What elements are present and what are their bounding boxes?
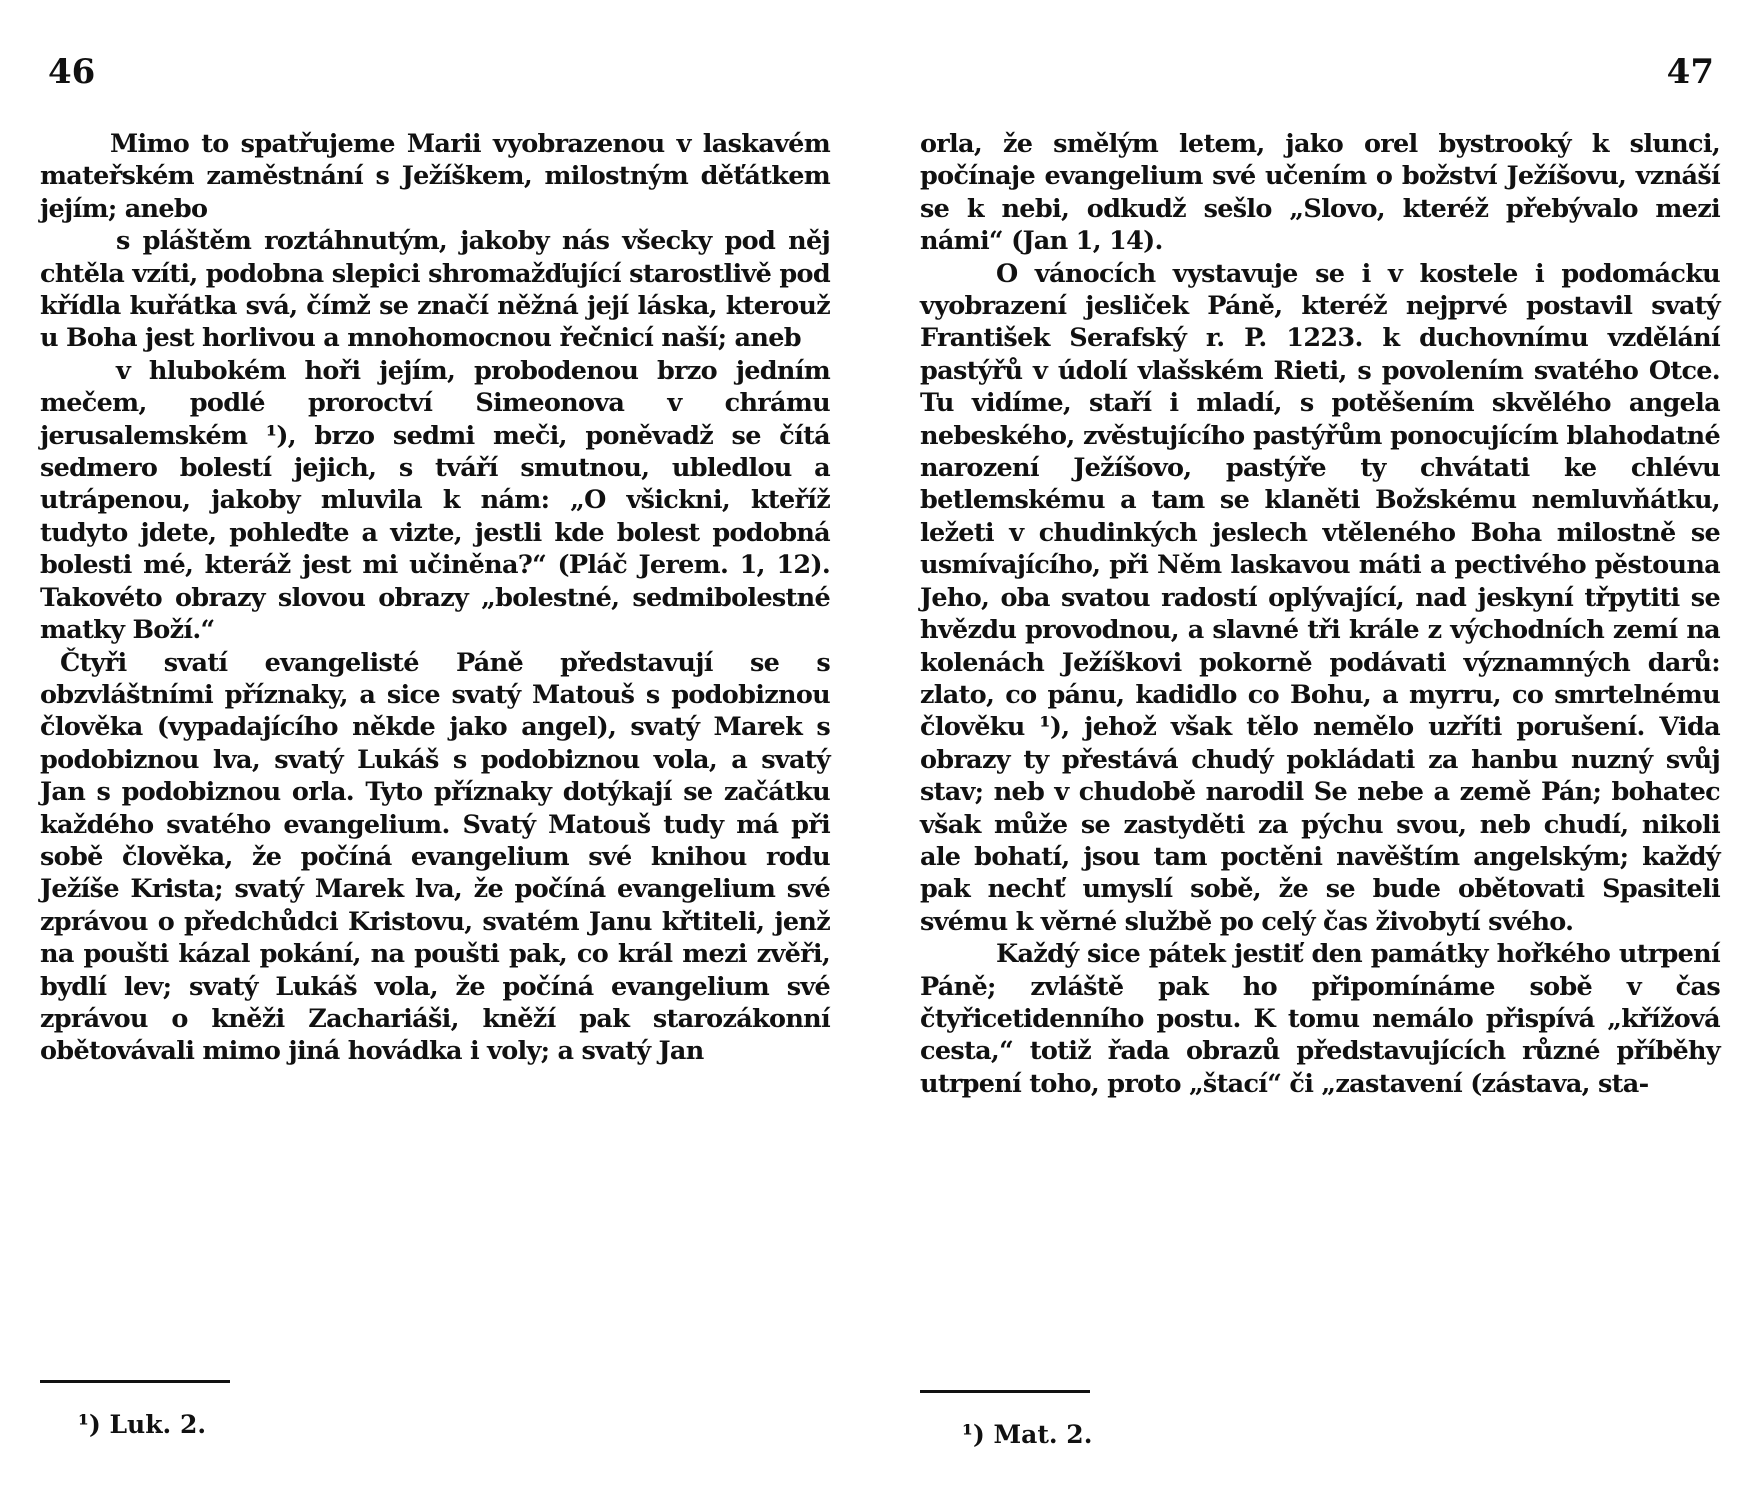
left-paragraph-1: Mimo to spatřujeme Marii vyobrazenou v laskavém mateřském zaměstnání s Ježíškem, milostným děťátkem jejím; anebo bbox=[40, 129, 830, 224]
page-number-right: 47 bbox=[1666, 52, 1714, 92]
left-paragraph-2: s pláštěm roztáhnutým, jakoby nás všecky pod něj chtěla vzíti, podobna slepici shromažďující starostlivě pod křídla kuřátka svá, čímž se značí něžná její láska, kterouž u Boha jest horlivou a mnohomocnou řečnicí naší; aneb bbox=[40, 226, 830, 354]
footnote-right: ¹) Mat. 2. bbox=[962, 1420, 1093, 1449]
right-page-text bbox=[920, 128, 1720, 1100]
left-paragraph-3: v hlubokém hoři jejím, probodenou brzo jedním mečem, podlé proroctví Simeonova v chrámu jerusalemském ¹), brzo sedmi meči, poněvadž se čítá sedmero bolestí jejich, s tváří smutnou, ubledlou a utrápenou, jakoby mluvila k nám: „O všickni, kteříž tudyto jdete, pohleďte a vizte, jestli kde bolest podobná bolesti mé, kteráž jest mi učiněna?“ (Pláč Jerem. 1, 12). Takovéto obrazy slovou obrazy „bolestné, sedmibolestné matky Boží.“ bbox=[40, 355, 830, 646]
right-paragraph-3: Každý sice pátek jestiť den památky hořkého utrpení Páně; zvláště pak ho připomínáme sobě v čas čtyřicetidenního postu. K tomu nemálo přispívá „křížová cesta,“ totiž řada obrazů představujících různé příběhy utrpení toho, proto „štací“ či „zastavení (zástava, sta- bbox=[920, 939, 1720, 1099]
right-page bbox=[920, 0, 1720, 1500]
page-number-left: 46 bbox=[48, 52, 96, 92]
footnote-left: ¹) Luk. 2. bbox=[78, 1410, 207, 1439]
footnote-divider-right bbox=[920, 1390, 1090, 1393]
right-paragraph-1: orla, že smělým letem, jako orel bystrooký k slunci, počínaje evangelium své učením o božství Ježíšovu, vznáší se k nebi, odkudž sešlo „Slovo, kteréž přebývalo mezi námi“ (Jan 1, 14). bbox=[920, 129, 1720, 257]
footnote-divider-left bbox=[40, 1380, 230, 1383]
right-paragraph-2: O vánocích vystavuje se i v kostele i podomácku vyobrazení jesliček Páně, kteréž nejprvé postavil svatý František Serafský r. P. 1223. k duchovnímu vzdělání pastýřů v údolí vlašském Rieti, s povolením svatého Otce. Tu vidíme, staří i mladí, s potěšením skvělého angela nebeského, zvěstujícího pastýřům ponocujícím blahodatné narození Ježíšovo, pastýře ty chvátati ke chlévu betlemskému a tam se klaněti Božskému nemluvňátku, ležeti v chudinkých jeslech vtěleného Boha milostně se usmívajícího, při Něm laskavou máti a pectivého pěstouna Jeho, oba svatou radostí oplývající, nad jeskyní třpytiti se hvězdu provodnou, a slavné tři krále z východních zemí na kolenách Ježíškovi pokorně podávati významných darů: zlato, co pánu, kadidlo co Bohu, a myrru, co smrtelnému člověku ¹), jehož však tělo nemělo uzříti porušení. Vida obrazy ty přestává chudý pokládati za hanbu nuzný svůj stav; neb v chudobě narodil Se nebe a země Pán; bohatec však může se zastyděti za pýchu svou, neb chudí, nikoli ale bohatí, jsou tam poctěni navěštím angelským; každý pak nechť umyslí sobě, že se bude obětovati Spasiteli svému k věrné službě po celý čas živobytí svého. bbox=[920, 258, 1720, 937]
left-page bbox=[40, 0, 830, 1500]
left-page-text bbox=[40, 128, 830, 1068]
left-paragraph-4: Čtyři svatí evangelisté Páně představují se s obzvláštními příznaky, a sice svatý Matouš s podobiznou člověka (vypadajícího někde jako angel), svatý Marek s podobiznou lva, svatý Lukáš s podobiznou vola, a svatý Jan s podobiznou orla. Tyto příznaky dotýkají se začátku každého svatého evangelium. Svatý Matouš tudy má při sobě člověka, že počíná evangelium své knihou rodu Ježíše Krista; svatý Marek lva, že počíná evangelium své zprávou o předchůdci Kristovu, svatém Janu křtiteli, jenž na poušti kázal pokání, na poušti pak, co král mezi zvěři, bydlí lev; svatý Lukáš vola, že počíná evangelium své zprávou o kněži Zachariáši, kněží pak starozákonní obětovávali mimo jiná hovádka i voly; a svatý Jan bbox=[40, 647, 830, 1067]
